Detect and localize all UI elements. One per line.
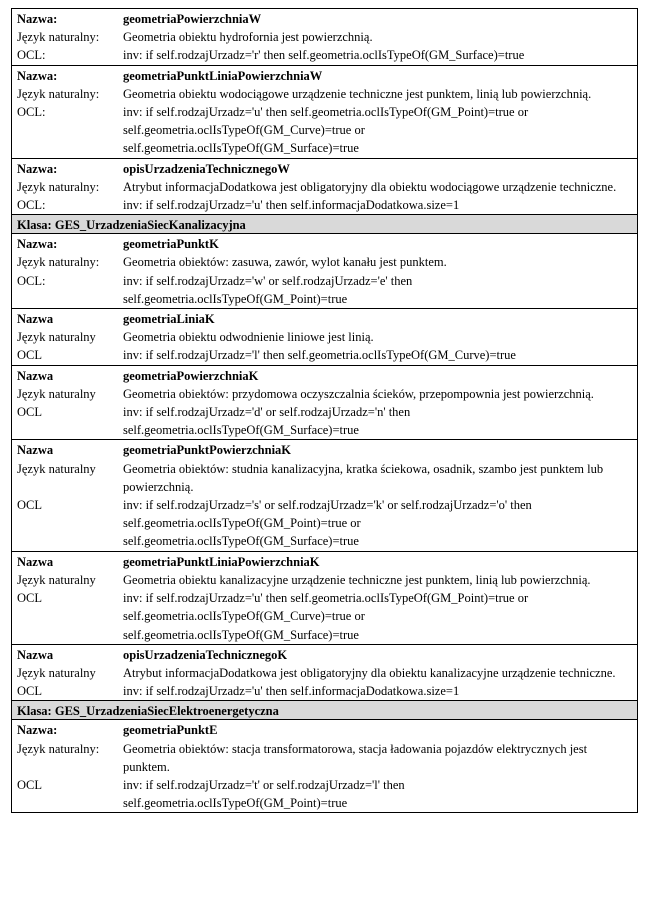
ocl-line: inv: if self.rodzajUrzadz='u' then self.informacjaDodatkowa.size=1	[123, 198, 460, 213]
ocl-line: self.geometria.oclIsTypeOf(GM_Surface)=true	[123, 627, 359, 642]
natural-language-text: Geometria obiektu hydrofornia jest powierzchnią.	[123, 30, 373, 45]
attribute-name: geometriaLiniaK	[123, 312, 215, 327]
ocl-label: OCL	[17, 348, 42, 363]
name-label: Nazwa	[17, 312, 54, 327]
name-label: Nazwa:	[17, 237, 58, 252]
ocl-label: OCL	[17, 684, 42, 699]
ocl-label: OCL:	[17, 48, 46, 63]
attribute-name: geometriaPunktLiniaPowierzchniaW	[123, 68, 323, 83]
ocl-expression	[123, 403, 637, 439]
natural-language-row	[12, 664, 637, 682]
ocl-line: inv: if self.rodzajUrzadz='w' or self.rodzajUrzadz='e' then	[123, 273, 413, 288]
natural-language-label: Język naturalny:	[17, 30, 100, 45]
attribute-block	[11, 66, 638, 159]
ocl-row	[12, 496, 637, 551]
ocl-row	[12, 589, 637, 644]
class-header: Klasa: GES_UrzadzeniaSiecKanalizacyjna	[11, 215, 638, 234]
ocl-line: inv: if self.rodzajUrzadz='u' then self.geometria.oclIsTypeOf(GM_Point)=true or	[123, 591, 529, 606]
ocl-row	[12, 272, 637, 308]
constraints-table	[11, 8, 638, 813]
ocl-line: self.geometria.oclIsTypeOf(GM_Curve)=true or	[123, 123, 365, 138]
natural-language-label: Język naturalny	[17, 572, 96, 587]
natural-language-row	[12, 85, 637, 103]
ocl-expression	[123, 46, 637, 64]
natural-language-text: Geometria obiektów: przydomowa oczyszczalnia ścieków, przepompownia jest powierzchnią.	[123, 386, 594, 401]
name-label: Nazwa:	[17, 161, 58, 176]
natural-language-row	[12, 28, 637, 46]
ocl-line: self.geometria.oclIsTypeOf(GM_Point)=true	[123, 796, 348, 811]
attribute-name: geometriaPunktE	[123, 723, 218, 738]
ocl-line: self.geometria.oclIsTypeOf(GM_Curve)=true or	[123, 609, 365, 624]
attribute-block	[11, 366, 638, 441]
ocl-expression	[123, 496, 637, 551]
natural-language-label: Język naturalny	[17, 461, 96, 476]
name-row	[12, 646, 637, 664]
attribute-block	[11, 440, 638, 551]
ocl-label: OCL:	[17, 105, 46, 120]
attribute-name: geometriaPunktPowierzchniaK	[123, 443, 292, 458]
name-label: Nazwa:	[17, 68, 58, 83]
ocl-line: inv: if self.rodzajUrzadz='l' then self.geometria.oclIsTypeOf(GM_Curve)=true	[123, 348, 516, 363]
ocl-line: inv: if self.rodzajUrzadz='d' or self.rodzajUrzadz='n' then	[123, 405, 411, 420]
attribute-block	[11, 720, 638, 813]
natural-language-label: Język naturalny	[17, 386, 96, 401]
name-label: Nazwa	[17, 647, 54, 662]
class-header: Klasa: GES_UrzadzeniaSiecElektroenergetyczna	[11, 701, 638, 720]
name-row	[12, 160, 637, 178]
name-label: Nazwa	[17, 554, 54, 569]
natural-language-label: Język naturalny:	[17, 179, 100, 194]
ocl-row	[12, 103, 637, 158]
name-row	[12, 10, 637, 28]
name-row	[12, 553, 637, 571]
ocl-expression	[123, 682, 637, 700]
ocl-expression	[123, 196, 637, 214]
ocl-label: OCL:	[17, 198, 46, 213]
attribute-name: geometriaPowierzchniaW	[123, 12, 262, 26]
natural-language-text: Geometria obiektów: zasuwa, zawór, wylot kanału jest punktem.	[123, 255, 447, 270]
ocl-expression	[123, 589, 637, 644]
ocl-line: inv: if self.rodzajUrzadz='s' or self.rodzajUrzadz='k' or self.rodzajUrzadz='o' then	[123, 498, 532, 513]
ocl-row	[12, 196, 637, 214]
attribute-block	[11, 552, 638, 645]
ocl-line: self.geometria.oclIsTypeOf(GM_Surface)=true	[123, 423, 359, 438]
natural-language-text: Geometria obiektów: stacja transformatorowa, stacja ładowania pojazdów elektrycznych jest punktem.	[123, 741, 588, 774]
natural-language-label: Język naturalny:	[17, 255, 100, 270]
natural-language-label: Język naturalny:	[17, 741, 100, 756]
ocl-line: inv: if self.rodzajUrzadz='r' then self.geometria.oclIsTypeOf(GM_Surface)=true	[123, 48, 525, 63]
ocl-expression	[123, 272, 637, 308]
natural-language-row	[12, 740, 637, 776]
natural-language-row	[12, 328, 637, 346]
natural-language-row	[12, 571, 637, 589]
ocl-label: OCL	[17, 591, 42, 606]
name-row	[12, 367, 637, 385]
name-label: Nazwa:	[17, 12, 58, 26]
natural-language-row	[12, 460, 637, 496]
ocl-row	[12, 46, 637, 64]
natural-language-text: Atrybut informacjaDodatkowa jest obligatoryjny dla obiektu wodociągowe urządzenie techniczne.	[123, 179, 617, 194]
ocl-expression	[123, 776, 637, 812]
natural-language-text: Atrybut informacjaDodatkowa jest obligatoryjny dla obiektu kanalizacyjne urządzenie techniczne.	[123, 665, 616, 680]
natural-language-text: Geometria obiektów: studnia kanalizacyjna, kratka ściekowa, osadnik, szambo jest punktem lub powierzchnią.	[123, 461, 604, 494]
ocl-line: self.geometria.oclIsTypeOf(GM_Surface)=true	[123, 141, 359, 156]
ocl-label: OCL	[17, 405, 42, 420]
ocl-expression	[123, 346, 637, 364]
ocl-line: self.geometria.oclIsTypeOf(GM_Surface)=true	[123, 534, 359, 549]
natural-language-label: Język naturalny:	[17, 86, 100, 101]
ocl-label: OCL	[17, 498, 42, 513]
natural-language-label: Język naturalny	[17, 330, 96, 345]
ocl-line: self.geometria.oclIsTypeOf(GM_Point)=true or	[123, 516, 361, 531]
attribute-block	[11, 309, 638, 366]
name-label: Nazwa	[17, 368, 54, 383]
ocl-row	[12, 682, 637, 700]
attribute-block	[11, 645, 638, 702]
name-label: Nazwa:	[17, 723, 58, 738]
natural-language-text: Geometria obiektu wodociągowe urządzenie techniczne jest punktem, linią lub powierzchnią.	[123, 86, 592, 101]
natural-language-text: Geometria obiektu kanalizacyjne urządzenie techniczne jest punktem, linią lub powierzchnią.	[123, 572, 591, 587]
ocl-row	[12, 346, 637, 364]
ocl-line: inv: if self.rodzajUrzadz='u' then self.geometria.oclIsTypeOf(GM_Point)=true or	[123, 105, 529, 120]
name-label: Nazwa	[17, 443, 54, 458]
ocl-label: OCL	[17, 777, 42, 792]
name-row	[12, 310, 637, 328]
attribute-block	[11, 234, 638, 309]
natural-language-label: Język naturalny	[17, 665, 96, 680]
attribute-name: geometriaPunktK	[123, 237, 219, 252]
ocl-expression	[123, 103, 637, 158]
ocl-line: inv: if self.rodzajUrzadz='u' then self.informacjaDodatkowa.size=1	[123, 684, 460, 699]
natural-language-row	[12, 385, 637, 403]
name-row	[12, 721, 637, 739]
ocl-row	[12, 776, 637, 812]
natural-language-text: Geometria obiektu odwodnienie liniowe jest linią.	[123, 330, 374, 345]
attribute-block	[11, 159, 638, 216]
ocl-line: self.geometria.oclIsTypeOf(GM_Point)=true	[123, 291, 348, 306]
natural-language-row	[12, 253, 637, 271]
attribute-block	[11, 9, 638, 66]
ocl-label: OCL:	[17, 273, 46, 288]
attribute-name: geometriaPowierzchniaK	[123, 368, 259, 383]
attribute-name: opisUrzadzeniaTechnicznegoW	[123, 161, 290, 176]
ocl-line: inv: if self.rodzajUrzadz='t' or self.rodzajUrzadz='l' then	[123, 777, 405, 792]
name-row	[12, 441, 637, 459]
natural-language-row	[12, 178, 637, 196]
attribute-name: opisUrzadzeniaTechnicznegoK	[123, 647, 288, 662]
name-row	[12, 67, 637, 85]
attribute-name: geometriaPunktLiniaPowierzchniaK	[123, 554, 320, 569]
name-row	[12, 235, 637, 253]
ocl-row	[12, 403, 637, 439]
